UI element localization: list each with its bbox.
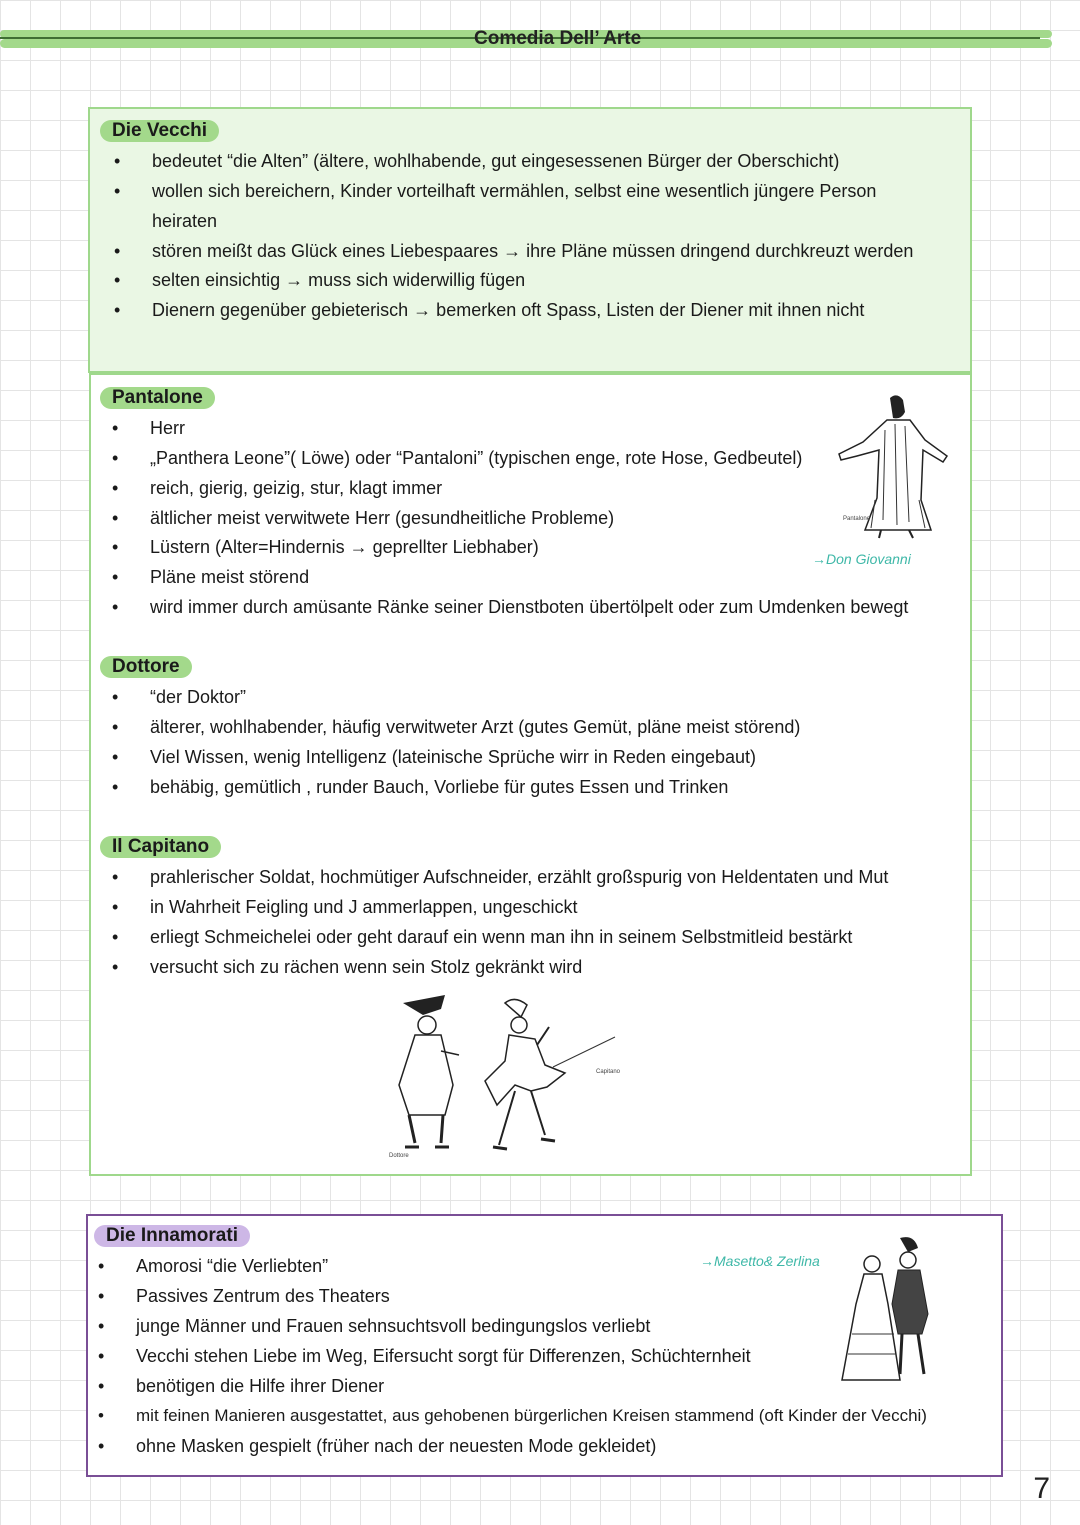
vecchi-section (88, 107, 972, 373)
list-item: • wird immer durch amüsante Ränke seiner Dienstboten übertölpelt oder zum Umdenken bewegt (112, 597, 909, 617)
capitano-heading: Il Capitano (100, 836, 221, 858)
list-item: • benötigen die Hilfe ihrer Diener (98, 1376, 385, 1396)
pantalone-heading: Pantalone (100, 387, 215, 409)
pantalone-annotation: →Don Giovanni (812, 551, 911, 567)
list-item: • junge Männer und Frauen sehnsuchtsvoll bedingungslos verliebt (98, 1316, 651, 1336)
innamorati-heading: Die Innamorati (94, 1225, 250, 1247)
list-item: • “der Doktor” (112, 687, 247, 707)
list-item: • bedeutet “die Alten” (ältere, wohlhabende, gut eingesessenen Bürger der Oberschicht) (114, 151, 840, 171)
list-item: • ohne Masken gespielt (früher nach der neuesten Mode gekleidet) (98, 1436, 657, 1456)
list-item: • erliegt Schmeichelei oder geht darauf ein wenn man ihn in seinem Selbstmitleid bestärkt (112, 927, 853, 947)
list-item: • Viel Wissen, wenig Intelligenz (lateinische Sprüche wirr in Reden eingebaut) (112, 747, 756, 767)
dottore-caption: Dottore (389, 1153, 409, 1159)
list-item: • Amorosi “die Verliebten” (98, 1256, 329, 1276)
list-item: • ältlicher meist verwitwete Herr (gesundheitliche Probleme) (112, 508, 615, 528)
innamorati-annotation: →Masetto& Zerlina (700, 1253, 820, 1269)
list-item: • Pläne meist störend (112, 567, 310, 587)
list-item: • selten einsichtig → muss sich widerwillig fügen (114, 270, 526, 290)
list-item: • „Panthera Leone”( Löwe) oder “Pantaloni” (typischen enge, rote Hose, Gedbeutel) (112, 448, 803, 468)
list-item: • behäbig, gemütlich , runder Bauch, Vorliebe für gutes Essen und Trinken (112, 777, 729, 797)
innamorati-illustration (838, 1234, 938, 1384)
pantalone-caption: Pantalone (843, 516, 871, 522)
page-title: Comedia Dell’ Arte (474, 28, 642, 49)
vecchi-heading: Die Vecchi (100, 120, 219, 142)
list-item: • Passives Zentrum des Theaters (98, 1286, 390, 1306)
list-item: • versucht sich zu rächen wenn sein Stolz gekränkt wird (112, 957, 583, 977)
list-item: • älterer, wohlhabender, häufig verwitweter Arzt (gutes Gemüt, pläne meist störend) (112, 717, 801, 737)
list-item: • wollen sich bereichern, Kinder vorteilhaft vermählen, selbst eine wesentlich jüngere Person (114, 181, 877, 201)
list-item: • Lüstern (Alter=Hindernis → geprellter Liebhaber) (112, 537, 539, 557)
list-item: • prahlerischer Soldat, hochmütiger Aufschneider, erzählt großspurig von Heldentaten und Mut (112, 867, 889, 887)
capitano-illustration (475, 995, 620, 1160)
list-item: • Dienern gegenüber gebieterisch → bemerken oft Spass, Listen der Diener mit ihnen nicht (114, 300, 865, 320)
dottore-heading: Dottore (100, 656, 192, 678)
list-item: • mit feinen Manieren ausgestattet, aus gehobenen bürgerlichen Kreisen stammend (oft Kinder der Vecchi) (98, 1406, 927, 1425)
list-item-continuation: heiraten (152, 211, 218, 231)
capitano-caption: Capitano (596, 1069, 621, 1075)
dottore-illustration (385, 995, 470, 1160)
list-item: • Vecchi stehen Liebe im Weg, Eifersucht sorgt für Differenzen, Schüchternheit (98, 1346, 751, 1366)
list-item: • Herr (112, 418, 185, 438)
list-item: • stören meißt das Glück eines Liebespaares → ihre Pläne müssen dringend durchkreuzt werden (114, 241, 914, 261)
list-item: • in Wahrheit Feigling und J ammerlappen, ungeschickt (112, 897, 578, 917)
page-number: 7 (1033, 1472, 1050, 1505)
list-item: • reich, gierig, geizig, stur, klagt immer (112, 478, 443, 498)
